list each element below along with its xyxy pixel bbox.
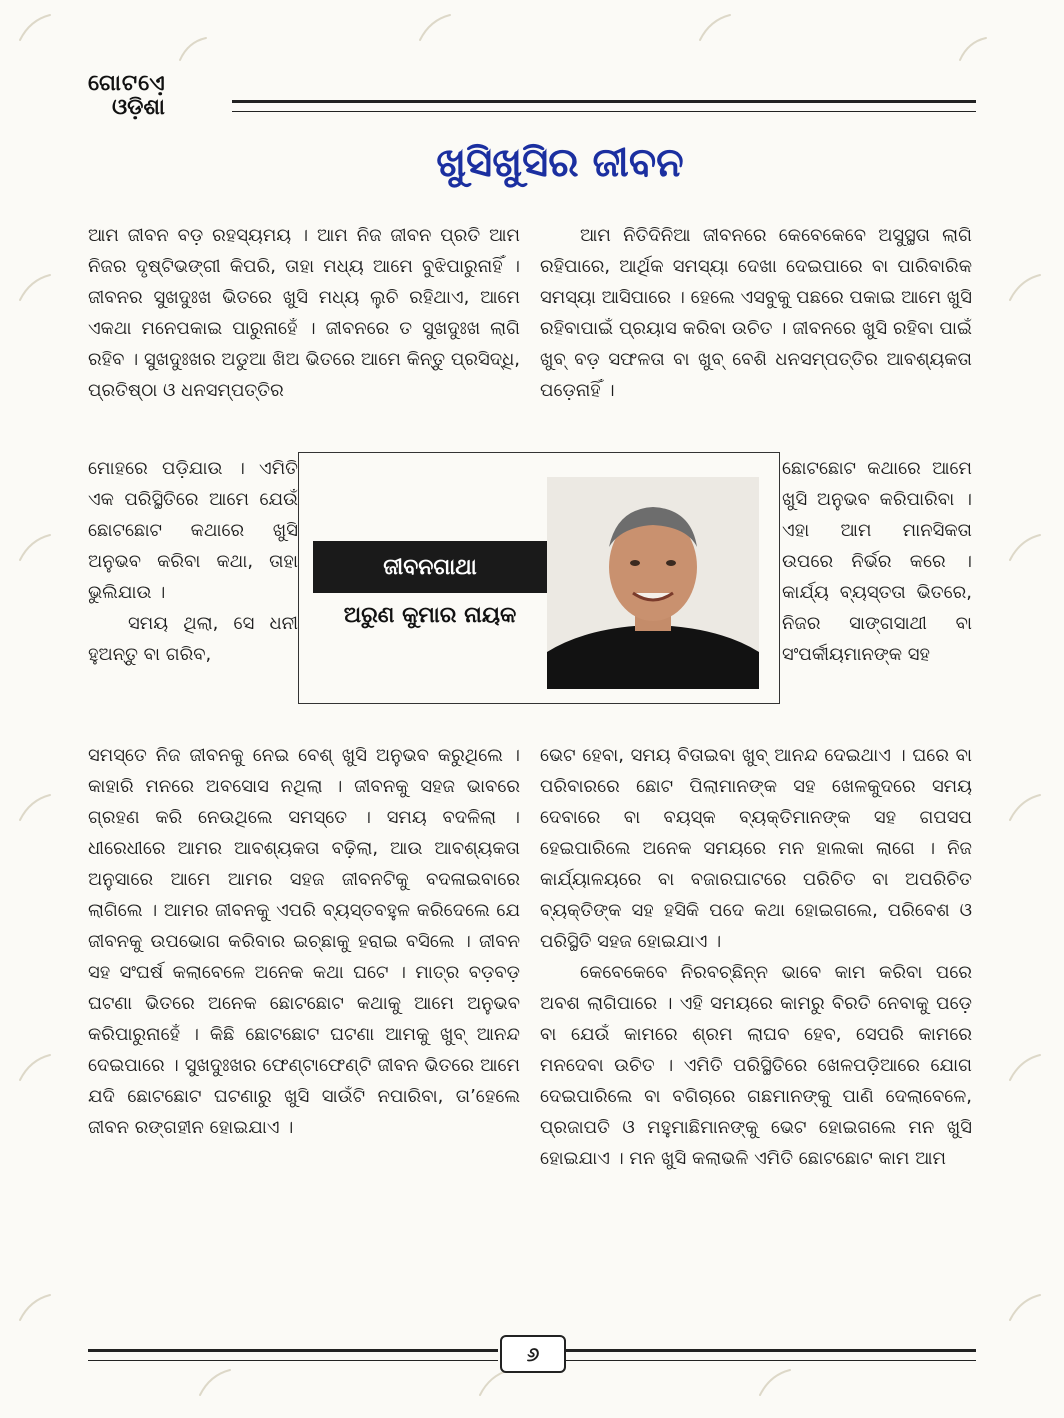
right-column-bottom [540,740,972,1174]
paragraph: ଛୋଟଛୋଟ କଥାରେ ଆମେ ଖୁସି ଅନୁଭବ କରିପାରିବା । ଏହା ଆମ ମାନସିକତା ଉପରେ ନିର୍ଭର କରେ । କାର୍ଯ୍ୟ ବ୍ୟସ୍ତତା ଭିତରେ, ନିଜର ସାଙ୍ଗସାଥୀ ବା ସଂପର୍କୀୟମାନଙ୍କ ସହ [782,458,972,665]
paragraph: ସମସ୍ତେ ନିଜ ଜୀବନକୁ ନେଇ ବେଶ୍ ଖୁସି ଅନୁଭବ କରୁଥିଲେ । କାହାରି ମନରେ ଅବସୋସ ନଥିଲା । ଜୀବନକୁ ସହଜ ଭାବରେ ଗ୍ରହଣ କରି ନେଉଥିଲେ ସମସ୍ତେ । ସମୟ ବଦଳିଲା । ଧୀରେଧୀରେ ଆମର ଆବଶ୍ୟକତା ବଢ଼ିଲା, ଆଉ ଆବଶ୍ୟକତା ଅନୁସାରେ ଆମେ ଆମର ସହଜ ଜୀବନଟିକୁ ବଦଳାଇବାରେ ଲାଗିଲେ । ଆମର ଜୀବନକୁ ଏପରି ବ୍ୟସ୍ତବହୁଳ କରିଦେଲେ ଯେ ଜୀବନକୁ ଉପଭୋଗ କରିବାର ଇଚ୍ଛାକୁ ହରାଇ ବସିଲେ । ଜୀବନ ସହ ସଂଘର୍ଷ କଲାବେଳେ ଅନେକ କଥା ଘଟେ । ମାତ୍ର ବଡ଼ବଡ଼ ଘଟଣା ଭିତରେ ଅନେକ ଛୋଟଛୋଟ କଥାକୁ ଆମେ ଅନୁଭବ କରିପାରୁନାହେଁ । କିଛି ଛୋଟଛୋଟ ଘଟଣା ଆମକୁ ଖୁବ୍ ଆନନ୍ଦ ଦେଇପାରେ । ସୁଖଦୁଃଖର ଫେଣ୍ଟାଫେଣ୍ଟି ଜୀବନ ଭିତରେ ଆମେ ଯଦି ଛୋଟଛୋଟ ଘଟଣାରୁ ଖୁସି ସାଉଁଟି ନପାରିବା, ତା’ହେଲେ ଜୀବନ ରଙ୍ଗହୀନ ହୋଇଯାଏ । [88,745,520,1138]
masthead-line1: ଗୋଟଏ଼େ [88,71,166,96]
top-rule [232,100,976,112]
right-column-top [540,220,972,406]
paragraph: ଭେଟ ହେବା, ସମୟ ବିତାଇବା ଖୁବ୍ ଆନନ୍ଦ ଦେଇଥାଏ । ଘରେ ବା ପରିବାରରେ ଛୋଟ ପିଲାମାନଙ୍କ ସହ ଖେଳକୁଦରେ ସମୟ ଦେବାରେ ବା ବୟସ୍କ ବ୍ୟକ୍ତିମାନଙ୍କ ସହ ଗପସପ ହେଇପାରିଲେ ଅନେକ ସମୟରେ ମନ ହାଲକା ଲାଗେ । ନିଜ କାର୍ଯ୍ୟାଳୟରେ ବା ବଜାରଘାଟରେ ପରିଚିତ ବା ଅପରିଚିତ ବ୍ୟକ୍ତିଙ୍କ ସହ ହସିକି ପଦେ କଥା ହୋଇଗଲେ, ପରିବେଶ ଓ ପରିସ୍ଥିତି ସହଜ ହୋଇଯାଏ । [540,745,972,952]
feature-box [298,452,780,704]
masthead-line2: ଓଡ଼ିଶା [112,95,165,120]
paragraph: ମୋହରେ ପଡ଼ିଯାଉ । ଏମିତି ଏକ ପରିସ୍ଥିତିରେ ଆମେ ଯେଉଁ ଛୋଟଛୋଟ କଥାରେ ଖୁସି ଅନୁଭବ କରିବା କଥା, ତାହା ଭୁଲିଯାଉ । [88,458,298,603]
left-column-top [88,220,520,406]
left-column-bottom [88,740,520,1143]
paragraph: କେବେକେବେ ନିରବଚ୍ଛିନ୍ନ ଭାବେ କାମ କରିବା ପରେ ଅବଶ ଲାଗିପାରେ । ଏହି ସମୟରେ କାମରୁ ବିରତି ନେବାକୁ ପଡ଼େ ବା ଯେଉଁ କାମରେ ଶ୍ରମ ଲାଘବ ହେବ, ସେପରି କାମରେ ମନଦେବା ଉଚିତ । ଏମିତି ପରିସ୍ଥିତିରେ ଖେଳପଡ଼ିଆରେ ଯୋଗ ଦେଇପାରିଲେ ବା ବଗିଚାରେ ଗଛମାନଙ୍କୁ ପାଣି ଦେଲାବେଳେ, ପ୍ରଜାପତି ଓ ମହୁମାଛିମାନଙ୍କୁ ଭେଟ ହୋଇଗଲେ ମନ ଖୁସି ହୋଇଯାଏ । ମନ ଖୁସି କଲାଭଳି ଏମିତି ଛୋଟଛୋଟ କାମ ଆମ [540,962,972,1169]
author-photo [547,477,759,689]
author-name: ଅରୁଣ କୁମାର ନାୟକ [343,603,517,628]
bottom-rule-right [566,1349,976,1361]
column-tag: ଜୀବନଗାଥା [313,541,547,593]
bottom-rule-left [88,1349,498,1361]
article-headline: ଖୁସିଖୁସିର ଜୀବନ [436,140,684,186]
paragraph: ଆମ ନିତିଦିନିଆ ଜୀବନରେ କେବେକେବେ ଅସୁସ୍ଥତା ଲାଗି ରହିପାରେ, ଆର୍ଥିକ ସମସ୍ୟା ଦେଖା ଦେଇପାରେ ବା ପାରିବାରିକ ସମସ୍ୟା ଆସିପାରେ । ହେଲେ ଏସବୁକୁ ପଛରେ ପକାଇ ଆମେ ଖୁସି ରହିବାପାଇଁ ପ୍ରୟାସ କରିବା ଉଚିତ । ଜୀବନରେ ଖୁସି ରହିବା ପାଇଁ ଖୁବ୍ ବଡ଼ ସଫଳତା ବା ଖୁବ୍ ବେଶି ଧନସମ୍ପତ୍ତିର ଆବଶ୍ୟକତା ପଡ଼େନାହିଁ । [540,225,972,401]
page-number: ୬ [500,1335,566,1373]
paragraph: ସମୟ ଥିଲା, ସେ ଧନୀ ହୁଅନ୍ତୁ ବା ଗରିବ, [88,613,298,665]
masthead-logo [88,73,166,119]
paragraph: ଆମ ଜୀବନ ବଡ଼ ରହସ୍ୟମୟ । ଆମ ନିଜ ଜୀବନ ପ୍ରତି ଆମ ନିଜର ଦୃଷ୍ଟିଭଙ୍ଗୀ କିପରି, ତାହା ମଧ୍ୟ ଆମେ ବୁଝିପାରୁନାହିଁ । ଜୀବନର ସୁଖଦୁଃଖ ଭିତରେ ଖୁସି ମଧ୍ୟ ଲୁଚି ରହିଥାଏ, ଆମେ ଏକଥା ମନେପକାଇ ପାରୁନାହେଁ । ଜୀବନରେ ତ ସୁଖଦୁଃଖ ଲାଗି ରହିବ । ସୁଖଦୁଃଖର ଅଡୁଆ ଖିଅ ଭିତରେ ଆମେ କିନ୍ତୁ ପ୍ରସିଦ୍ଧି, ପ୍ରତିଷ୍ଠା ଓ ଧନସମ୍ପତ୍ତିର [88,225,520,401]
left-column-wrap [88,453,298,670]
right-column-wrap [782,453,972,670]
